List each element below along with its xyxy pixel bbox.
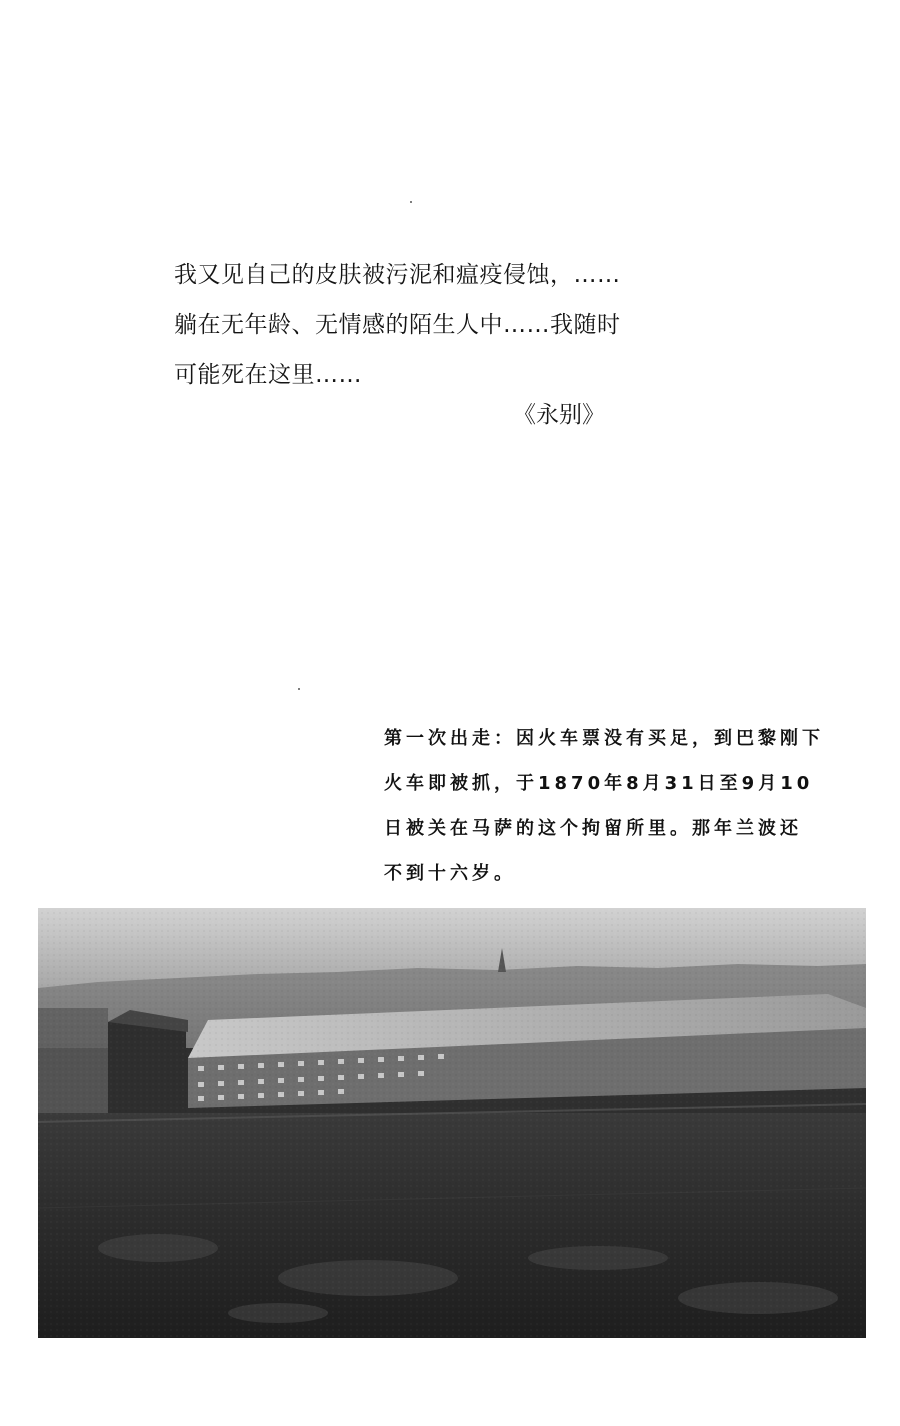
poem-source: 《永别》 <box>513 402 605 428</box>
poem-quote <box>174 250 774 400</box>
poem-line: 可能死在这里…… <box>174 362 362 388</box>
poem-line: 我又见自己的皮肤被污泥和瘟疫侵蚀，…… <box>174 262 621 288</box>
print-speck <box>410 201 412 203</box>
detention-house-photo <box>38 908 866 1338</box>
photo-image <box>38 908 866 1338</box>
photo-caption <box>384 716 874 896</box>
caption-line: 日被关在马萨的这个拘留所里。那年兰波还 <box>384 818 802 839</box>
caption-line: 第一次出走：因火车票没有买足，到巴黎刚下 <box>384 728 824 749</box>
caption-line: 火车即被抓，于1870年8月31日至9月10 <box>384 773 814 794</box>
caption-line: 不到十六岁。 <box>384 863 516 884</box>
poem-line: 躺在无年龄、无情感的陌生人中……我随时 <box>174 312 621 338</box>
print-speck <box>298 688 300 690</box>
